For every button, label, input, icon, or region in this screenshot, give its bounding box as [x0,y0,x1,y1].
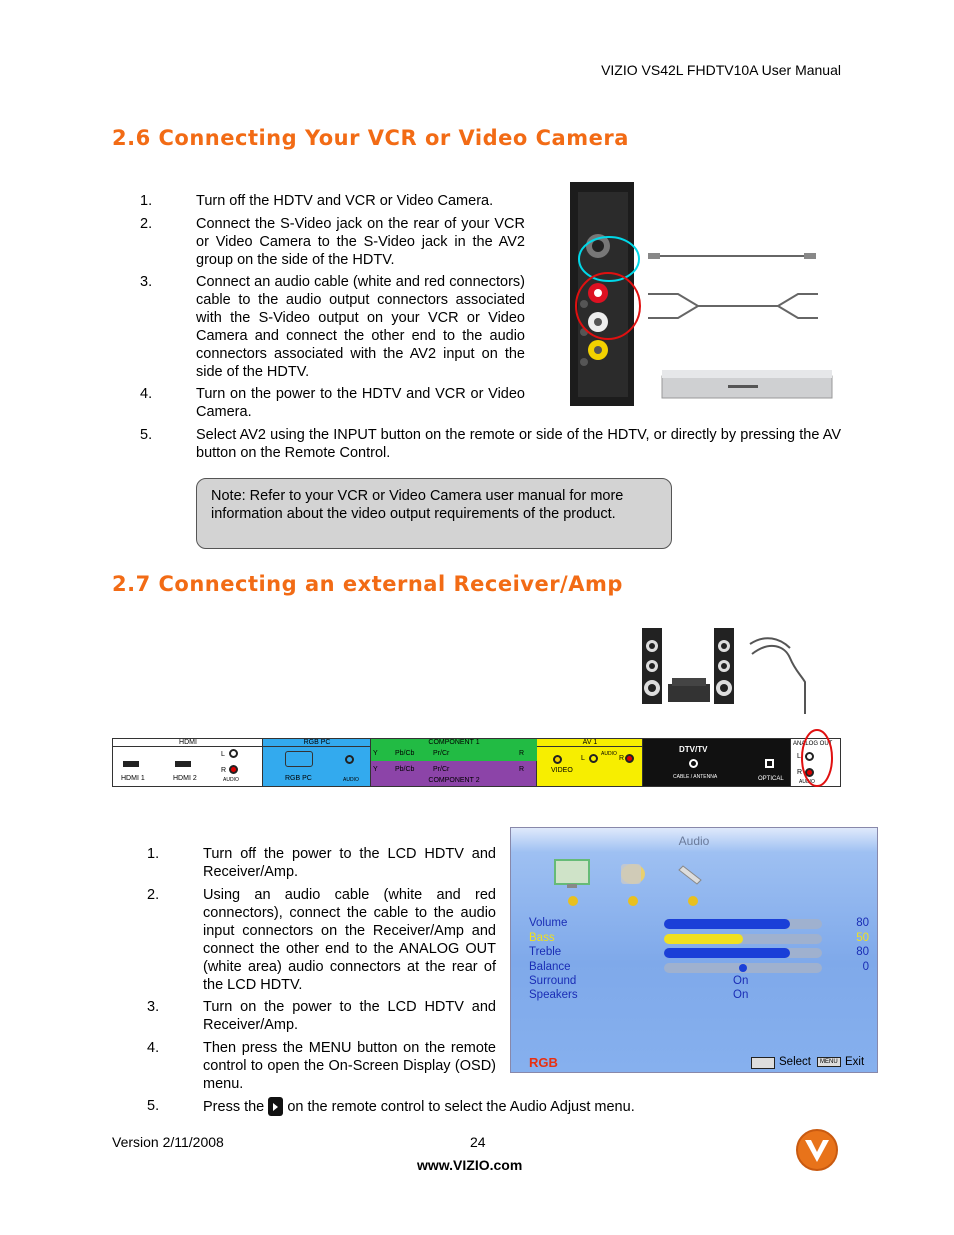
av1-video-jack [553,755,562,764]
section-27-title: 2.7 Connecting an external Receiver/Amp [112,572,623,596]
step-27-5-text-after: on the remote control to select the Audio Adjust menu. [287,1099,635,1115]
osd-select-label: Select [779,1056,811,1068]
website-link[interactable]: www.VIZIO.com [417,1157,523,1173]
hdmi2-label: HDMI 2 [173,775,197,782]
osd-row-label[interactable]: Treble [529,946,562,958]
osd-audio-menu [510,827,878,1073]
rgb-pc-section [263,739,371,786]
analog-out-r-label: R [797,769,803,776]
tv-menu-icon [555,860,589,884]
av1-section [537,739,643,786]
osd-row-value: 0 [862,960,869,973]
rear-connector-panel [112,738,841,787]
comp1-y-label: Y [373,750,378,757]
osd-row-label[interactable]: Balance [529,960,571,973]
osd-balance-dot [739,964,747,972]
comp1-pr-label: Pr/Cr [433,750,450,757]
cable-antenna-label: CABLE / ANTENNA [673,774,718,780]
antenna-jack [689,759,698,768]
osd-surround-value: On [733,975,749,987]
osd-row-bar[interactable] [664,948,822,958]
component2-label: COMPONENT 2 [428,777,480,784]
vga-port-icon [285,751,313,767]
osd-row-label[interactable]: Bass [529,931,555,944]
manual-title: VIZIO VS42L FHDTV10A User Manual [601,62,841,78]
osd-row-fill [664,919,790,929]
right-arrow-button-icon [268,1097,283,1116]
hdmi-audio-label: AUDIO [223,777,239,783]
audio-menu-icon [621,864,645,884]
osd-row-bar[interactable] [664,934,822,944]
osd-row-value: 80 [856,946,869,958]
page-number: 24 [470,1134,486,1150]
settings-menu-icon [679,866,701,884]
vcr-connection-illustration [568,182,838,410]
comp2-pr-label: Pr/Cr [433,766,450,773]
hdmi-audio-l-jack [229,749,238,758]
analog-out-highlight-circle [798,726,836,790]
hdmi-audio-l-label: L [221,751,225,758]
receiver-amp-illustration [640,626,820,718]
av1-label: AV 1 [537,739,643,747]
av1-l-label: L [581,755,585,762]
rgb-pc-label: RGB PC [285,775,312,782]
osd-row-value: 80 [856,917,869,929]
av1-video-label: VIDEO [551,767,573,774]
osd-menu-key: MENU [817,1057,841,1067]
av1-r-label: R [619,755,625,762]
osd-row-value: 50 [856,931,869,944]
optical-label: OPTICAL [758,776,784,782]
note-box: Note: Refer to your VCR or Video Camera user manual for more information about the video output requirements of the product. [196,478,672,549]
section-26-title: 2.6 Connecting Your VCR or Video Camera [112,126,629,150]
hdmi2-port-icon [175,761,191,767]
hdmi-audio-r-label: R [221,767,227,774]
hdmi-section [113,739,263,786]
hdmi1-label: HDMI 1 [121,775,145,782]
pc-audio-jack [345,755,354,764]
analog-out-audio-label: AUDIO [799,779,815,785]
optical-port-icon [765,759,774,768]
osd-title: Audio [678,834,710,848]
step-27-5-text-before: Press the [203,1099,265,1115]
osd-exit-label: Exit [845,1056,865,1068]
osd-speakers-value: On [733,989,749,1001]
osd-menu-icons [549,856,729,908]
comp2-pb-label: Pb/Cb [395,766,415,773]
component1-label: COMPONENT 1 [428,739,480,746]
osd-speakers-label: Speakers [529,989,578,1001]
hdmi1-port-icon [123,761,139,767]
av1-l-jack [589,754,598,763]
analog-out-label: ANALOG OUT [793,741,833,747]
osd-select-arrows-icon [751,1057,775,1069]
comp1-pb-label: Pb/Cb [395,750,415,757]
dtv-section [643,739,791,786]
component-section [371,739,537,786]
hdmi-audio-r-jack [229,765,238,774]
analog-out-l-label: L [797,753,801,760]
av1-audio-label: AUDIO [601,751,617,757]
osd-source-label: RGB [529,1055,558,1070]
osd-row-bar[interactable] [664,963,822,973]
osd-row-fill [664,934,743,944]
comp2-r-label: R [519,766,525,773]
osd-surround-label: Surround [529,975,577,987]
pc-audio-label: AUDIO [343,777,359,783]
dtvtv-label: DTV/TV [679,745,708,754]
osd-row-fill [664,948,790,958]
hdmi-label: HDMI [113,739,263,747]
osd-row-label[interactable]: Volume [529,917,568,929]
version-label: Version 2/11/2008 [112,1134,224,1150]
av1-r-jack [625,754,634,763]
comp1-r-label: R [519,750,525,757]
rgb-pc-header: RGB PC [263,739,371,747]
vizio-logo [795,1128,839,1172]
osd-row-bar[interactable] [664,919,822,929]
comp2-y-label: Y [373,766,378,773]
